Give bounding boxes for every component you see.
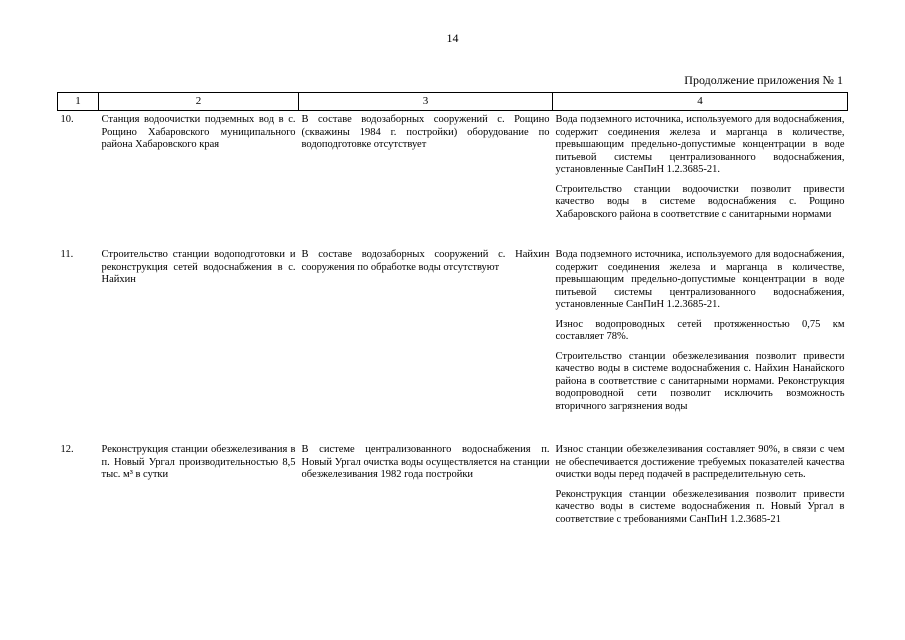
justification-cell	[553, 246, 848, 441]
table-row	[58, 111, 848, 247]
existing-state-cell: В составе водозаборных сооружений с. Найхин сооружения по обработке воды отсутствуют	[301, 249, 550, 273]
column-header: 3	[299, 93, 553, 111]
project-name-cell: Строительство станции водоподготовки и реконструкция сетей водоснабжения в с. Найхин	[101, 249, 296, 285]
column-header: 1	[58, 93, 99, 111]
row-number: 12.	[60, 444, 74, 455]
row-number: 11.	[60, 249, 74, 260]
existing-state-cell: В системе централизованного водоснабжения п. Новый Ургал очистка воды осуществляется на станции обезжелезивания 1982 года постройки	[301, 444, 550, 480]
justification-paragraph: Вода подземного источника, используемого для водоснабжения, содержит соединения железа и марганца в количестве, превышающим предельно-допустимые концентрации в воде питьевой системы централизованного водоснабжения, установленные СанПиН 1.2.3685-21.	[555, 114, 845, 175]
column-header: 4	[553, 93, 848, 111]
appendix-table	[57, 92, 848, 526]
justification-paragraph: Строительство станции обезжелезивания позволит привести качество воды в системе водоснабжения с. Найхин Нанайского района в соответствие с санитарными нормами. Реконструкция водопроводной сети позволит исключить возможность вторичного загрязнения воды	[555, 350, 845, 412]
justification-paragraph: Износ водопроводных сетей протяженностью 0,75 км составляет 78%.	[555, 318, 845, 342]
existing-state-cell: В составе водозаборных сооружений с. Рощино (скважины 1984 г. постройки) оборудование по водоподготовке отсутствует	[301, 114, 550, 150]
justification-paragraph: Износ станции обезжелезивания составляет 90%, в связи с чем не обеспечивается достижение требуемых показателей качества очистки воды перед подачей в распределительную сеть.	[555, 444, 845, 480]
justification-paragraph: Реконструкция станции обезжелезивания позволит привести качество воды в системе водоснабжения п. Новый Ургал в соответствие с требованиями СанПиН 1.2.3685-21	[555, 488, 845, 525]
column-header: 2	[99, 93, 299, 111]
table-row	[58, 441, 848, 526]
row-number: 10.	[60, 114, 74, 125]
justification-cell	[553, 441, 848, 526]
project-name-cell: Станция водоочистки подземных вод в с. Рощино Хабаровского муниципального района Хабаровского края	[101, 114, 296, 150]
justification-cell	[553, 111, 848, 247]
justification-paragraph: Строительство станции водоочистки позволит привести качество воды в системе водоснабжения с. Рощино Хабаровского района в соответствие с санитарными нормами	[555, 183, 845, 220]
table-header-row	[58, 93, 848, 111]
table-row	[58, 246, 848, 441]
page-number: 14	[446, 31, 459, 45]
justification-paragraph: Вода подземного источника, используемого для водоснабжения, содержит соединения железа и марганца в количестве, превышающим предельно-допустимые концентрации в воде питьевой системы централизованного водоснабжения, установленные СанПиН 1.2.3685-21.	[555, 249, 845, 310]
appendix-continuation-note: Продолжение приложения № 1	[684, 73, 843, 87]
project-name-cell: Реконструкция станции обезжелезивания в п. Новый Ургал производительностью 8,5 тыс. м³ в сутки	[101, 444, 296, 480]
